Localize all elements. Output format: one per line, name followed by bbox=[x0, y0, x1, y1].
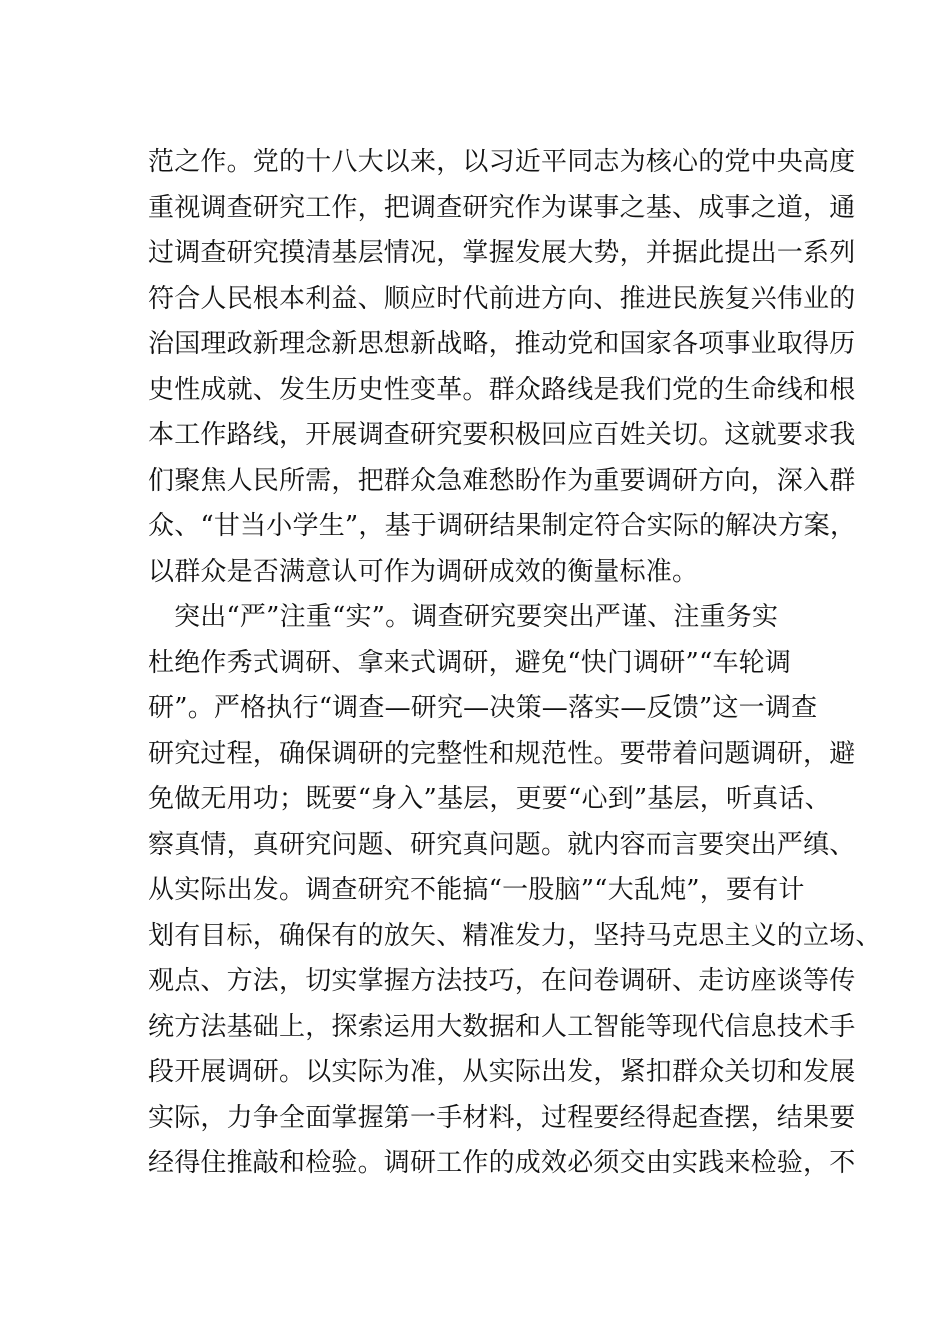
paragraph-2 bbox=[148, 595, 882, 1187]
text-line-indented: 突出“严”注重“实”。调查研究要突出严谨、注重务实 bbox=[174, 602, 779, 632]
text-line: 从实际出发。调查研究不能搞“一股脑”“大乱炖”，要有计 bbox=[148, 875, 805, 905]
text-line: 划有目标，确保有的放矢、精准发力，坚持马克思主义的立场、 bbox=[148, 920, 882, 951]
text-line: 过调查研究摸清基层情况，掌握发展大势，并据此提出一系列 bbox=[148, 238, 856, 268]
text-line: 治国理政新理念新思想新战略，推动党和国家各项事业取得历 bbox=[148, 329, 856, 359]
text-line: 史性成就、发生历史性变革。群众路线是我们党的生命线和根 bbox=[148, 374, 856, 405]
text-line: 以群众是否满意认可作为调研成效的衡量标准。 bbox=[148, 556, 699, 587]
text-line: 研究过程，确保调研的完整性和规范性。要带着问题调研，避 bbox=[148, 738, 856, 769]
text-line: 杜绝作秀式调研、拿来式调研，避免“快门调研”“车轮调 bbox=[148, 647, 792, 678]
paragraph-1 bbox=[148, 140, 857, 595]
text-line: 众、“甘当小学生”，基于调研结果制定符合实际的解决方案， bbox=[148, 511, 857, 541]
text-line: 研”。严格执行“调查—研究—决策—落实—反馈”这一调查 bbox=[148, 693, 818, 723]
text-line: 统方法基础上，探索运用大数据和人工智能等现代信息技术手 bbox=[148, 1011, 856, 1042]
text-line: 观点、方法，切实掌握方法技巧，在问卷调研、走访座谈等传 bbox=[148, 966, 856, 996]
text-line: 本工作路线，开展调查研究要积极回应百姓关切。这就要求我 bbox=[148, 420, 856, 450]
text-line: 符合人民根本利益、顺应时代前进方向、推进民族复兴伟业的 bbox=[148, 283, 856, 314]
text-line: 实际，力争全面掌握第一手材料，过程要经得起查摆，结果要 bbox=[148, 1102, 856, 1133]
text-line: 免做无用功；既要“身入”基层，更要“心到”基层，听真话、 bbox=[148, 784, 831, 814]
text-line: 重视调查研究工作，把调查研究作为谋事之基、成事之道，通 bbox=[148, 192, 856, 223]
document-body bbox=[148, 140, 882, 1187]
text-line: 段开展调研。以实际为准，从实际出发，紧扣群众关切和发展 bbox=[148, 1057, 856, 1087]
text-line: 范之作。党的十八大以来，以习近平同志为核心的党中央高度 bbox=[148, 147, 856, 177]
text-line: 察真情，真研究问题、研究真问题。就内容而言要突出严缜、 bbox=[148, 829, 856, 860]
text-line: 们聚焦人民所需，把群众急难愁盼作为重要调研方向，深入群 bbox=[148, 465, 856, 496]
text-line: 经得住推敲和检验。调研工作的成效必须交由实践来检验，不 bbox=[148, 1148, 856, 1178]
